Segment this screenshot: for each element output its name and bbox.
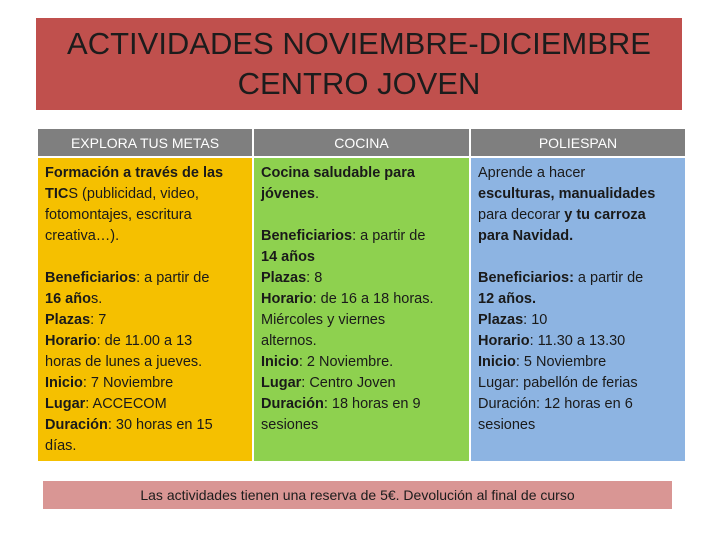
bold-text: Inicio xyxy=(478,354,516,370)
text: : a partir de xyxy=(352,228,426,244)
text: : Centro Joven xyxy=(301,375,396,391)
cell-text-line xyxy=(45,184,246,205)
cell-text-line xyxy=(478,226,679,247)
cell-text-line xyxy=(45,289,246,310)
text: : 30 horas en 15 xyxy=(107,417,213,433)
text: S (publicidad, video, xyxy=(68,186,199,202)
bold-text: Formación a través de las xyxy=(45,165,224,181)
bold-text: Duración xyxy=(45,417,108,433)
header-poliespan: POLIESPAN xyxy=(470,128,686,157)
bold-text: y tu carroza xyxy=(564,207,646,223)
text: Aprende a hacer xyxy=(478,165,586,181)
cell-text-line xyxy=(261,310,463,331)
bold-text: Inicio xyxy=(45,375,83,391)
cell-text-line xyxy=(45,394,246,415)
bold-text: Beneficiarios xyxy=(261,228,353,244)
cell-cocina xyxy=(253,157,470,462)
text: : 7 xyxy=(90,312,107,328)
bold-text: jóvenes xyxy=(261,186,315,202)
cell-text-line xyxy=(45,310,246,331)
cell-text-line xyxy=(261,247,463,268)
cell-text-line xyxy=(261,394,463,415)
header-cocina: COCINA xyxy=(253,128,470,157)
text: sesiones xyxy=(478,417,536,433)
cell-text-line xyxy=(261,163,463,184)
cell-text-line xyxy=(478,331,679,352)
text: creativa…). xyxy=(45,228,120,244)
text: a partir de xyxy=(573,270,644,286)
table-row xyxy=(37,157,686,462)
bold-text: Plazas xyxy=(45,312,91,328)
bold-text: Beneficiarios xyxy=(45,270,137,286)
header-explora: EXPLORA TUS METAS xyxy=(37,128,253,157)
text: s. xyxy=(90,291,103,307)
cell-text-line xyxy=(261,331,463,352)
cell-text-line xyxy=(478,289,679,310)
cell-text-line xyxy=(261,415,463,436)
cell-text-line xyxy=(478,310,679,331)
bold-text: Cocina saludable para xyxy=(261,165,415,181)
blank-line xyxy=(261,205,463,226)
footer-note xyxy=(43,481,672,509)
cell-text-line xyxy=(45,331,246,352)
table-header-row xyxy=(37,128,686,157)
text: : 5 Noviembre xyxy=(515,354,607,370)
title-line-2: CENTRO JOVEN xyxy=(237,66,481,101)
cell-text-line xyxy=(45,268,246,289)
cell-text-line xyxy=(261,289,463,310)
bold-text: TIC xyxy=(45,186,69,202)
bold-text: Plazas xyxy=(478,312,524,328)
text: : 18 horas en 9 xyxy=(323,396,421,412)
text: Duración: 12 horas en 6 xyxy=(478,396,633,412)
bold-text: Horario xyxy=(261,291,313,307)
text: fotomontajes, escritura xyxy=(45,207,192,223)
cell-text-line xyxy=(261,352,463,373)
cell-text-line xyxy=(261,373,463,394)
cell-text-line xyxy=(478,394,679,415)
bold-text: Lugar xyxy=(261,375,302,391)
cell-text-line xyxy=(478,268,679,289)
text: : 11.30 a 13.30 xyxy=(529,333,626,349)
title-banner xyxy=(36,18,682,110)
text: : 2 Noviembre. xyxy=(298,354,394,370)
cell-text-line xyxy=(478,373,679,394)
bold-text: Lugar xyxy=(45,396,86,412)
bold-text: Horario xyxy=(45,333,97,349)
cell-text-line xyxy=(478,184,679,205)
activities-table xyxy=(36,127,687,463)
text: : ACCECOM xyxy=(85,396,167,412)
cell-text-line xyxy=(478,205,679,226)
bold-text: esculturas, manualidades xyxy=(478,186,656,202)
text: : de 11.00 a 13 xyxy=(96,333,193,349)
footer-note-text: Las actividades tienen una reserva de 5€. Devolución al final de curso xyxy=(140,487,575,503)
cell-text-line xyxy=(261,226,463,247)
cell-poliespan xyxy=(470,157,686,462)
bold-text: 16 año xyxy=(45,291,91,307)
text: : a partir de xyxy=(136,270,210,286)
text: : 10 xyxy=(523,312,548,328)
cell-text-line xyxy=(478,415,679,436)
bold-text: 12 años. xyxy=(478,291,537,307)
text: Miércoles y viernes xyxy=(261,312,386,328)
bold-text: Inicio xyxy=(261,354,299,370)
cell-text-line xyxy=(478,163,679,184)
text: días. xyxy=(45,438,77,454)
text: Lugar: pabellón de ferias xyxy=(478,375,638,391)
cell-text-line xyxy=(45,415,246,436)
bold-text: Beneficiarios: xyxy=(478,270,574,286)
bold-text: Horario xyxy=(478,333,530,349)
text: alternos. xyxy=(261,333,317,349)
cell-text-line xyxy=(45,226,246,247)
bold-text: Plazas xyxy=(261,270,307,286)
text: : 8 xyxy=(306,270,323,286)
text: : de 16 a 18 horas. xyxy=(312,291,434,307)
bold-text: Duración xyxy=(261,396,324,412)
cell-text-line xyxy=(478,352,679,373)
cell-text-line xyxy=(45,373,246,394)
cell-text-line xyxy=(261,184,463,205)
title-line-1: ACTIVIDADES NOVIEMBRE-DICIEMBRE xyxy=(67,26,651,61)
blank-line xyxy=(45,247,246,268)
text: sesiones xyxy=(261,417,319,433)
text: horas de lunes a jueves. xyxy=(45,354,203,370)
cell-text-line xyxy=(45,205,246,226)
text: para decorar xyxy=(478,207,565,223)
cell-text-line xyxy=(45,163,246,184)
bold-text: para Navidad. xyxy=(478,228,574,244)
cell-text-line xyxy=(45,436,246,457)
cell-text-line xyxy=(45,352,246,373)
cell-text-line xyxy=(261,268,463,289)
text: : 7 Noviembre xyxy=(82,375,174,391)
cell-explora xyxy=(37,157,253,462)
text: . xyxy=(315,186,320,202)
bold-text: 14 años xyxy=(261,249,315,265)
blank-line xyxy=(478,247,679,268)
